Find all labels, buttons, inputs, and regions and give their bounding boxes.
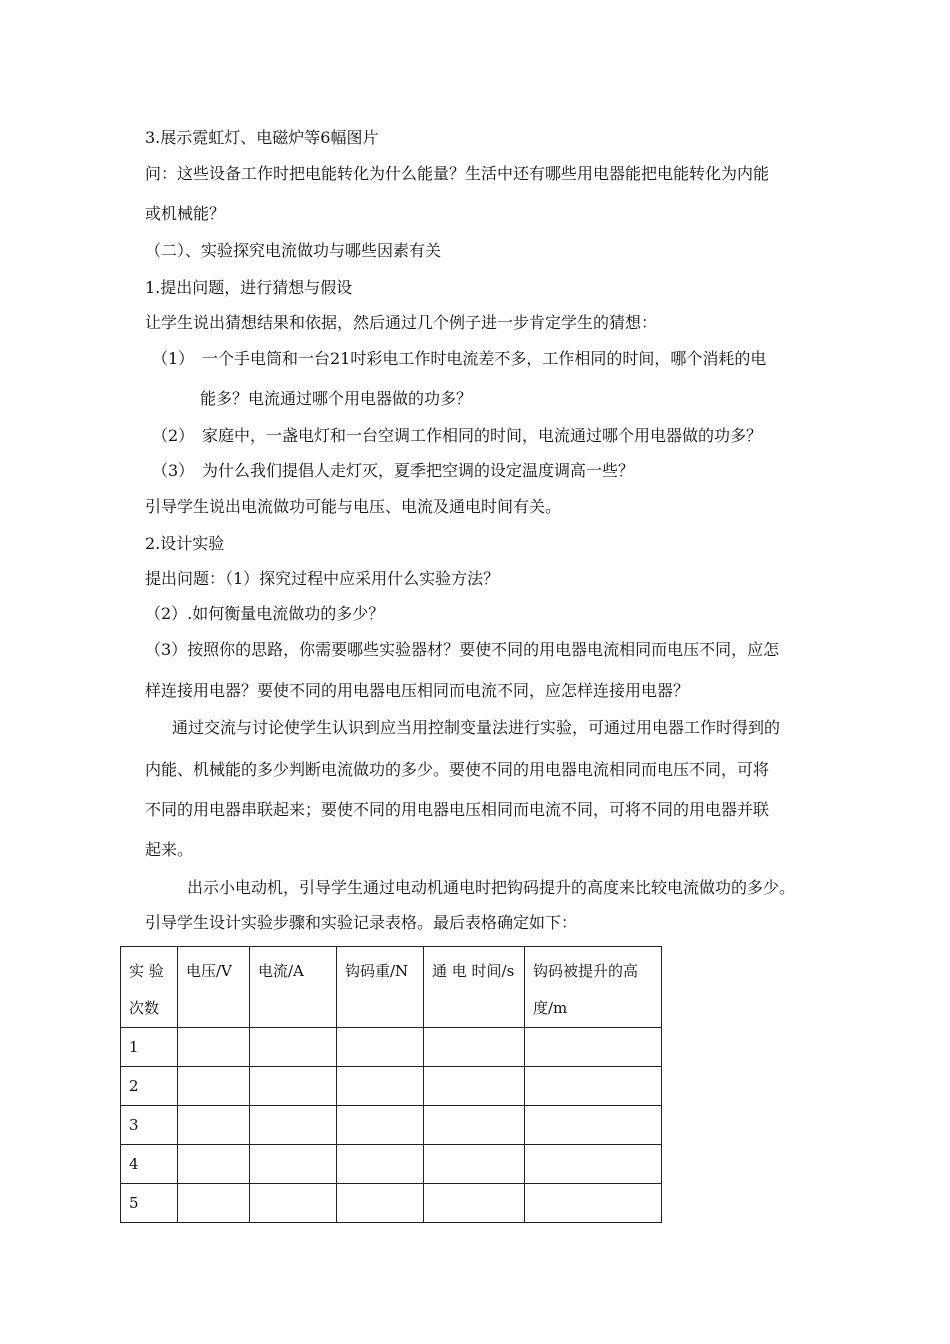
table-cell <box>337 1184 424 1223</box>
table-cell <box>178 1184 250 1223</box>
line-15: （3）按照你的思路，你需要哪些实验器材？要使不同的用电器电流相同而电压不同，应怎 <box>145 640 780 659</box>
row-number: 1 <box>121 1028 178 1067</box>
list-item-1-cont: 能多？电流通过哪个用电器做的功多？ <box>200 389 473 408</box>
line-5: 1.提出问题，进行猜想与假设 <box>145 278 353 297</box>
row-number: 3 <box>121 1106 178 1145</box>
table-cell <box>424 1184 525 1223</box>
table-cell <box>178 1067 250 1106</box>
table-header-cell: 电压/V <box>178 947 250 1028</box>
paragraph-2: 出示小电动机，引导学生通过电动机通电时把钩码提升的高度来比较电流做功的多少。 <box>187 878 796 897</box>
table-header-cell: 实 验次数 <box>121 947 178 1028</box>
list-item-2 <box>152 426 762 446</box>
table-cell <box>178 1145 250 1184</box>
table-row <box>121 1028 662 1067</box>
line-12: 2.设计实验 <box>145 534 225 553</box>
line-6: 让学生说出猜想结果和依据，然后通过几个例子进一步肯定学生的猜想： <box>145 313 658 332</box>
list-marker-2: （2） <box>152 426 195 445</box>
list-item-1 <box>152 349 766 369</box>
table-cell <box>250 1028 337 1067</box>
table-cell <box>178 1028 250 1067</box>
list-marker-1: （1） <box>152 349 195 368</box>
table-header-row <box>121 947 662 1028</box>
table-cell <box>424 1106 525 1145</box>
line-16: 样连接用电器？要使不同的用电器电压相同而电流不同，应怎样连接用电器？ <box>145 681 690 700</box>
table-cell <box>250 1184 337 1223</box>
table-cell <box>525 1106 662 1145</box>
table-cell <box>178 1106 250 1145</box>
line-11: 引导学生说出电流做功可能与电压、电流及通电时间有关。 <box>145 497 562 516</box>
line-3: 或机械能？ <box>145 204 226 223</box>
paragraph-1-line-4: 起来。 <box>145 840 194 859</box>
table-row <box>121 1106 662 1145</box>
list-text-1: 一个手电筒和一台21吋彩电工作时电流差不多，工作相同的时间，哪个消耗的电 <box>202 349 767 368</box>
table-cell <box>525 1028 662 1067</box>
table-header-cell: 通 电 时间/s <box>424 947 525 1028</box>
table-header-cell: 钩码被提升的高度/m <box>525 947 662 1028</box>
table-header-cell: 电流/A <box>250 947 337 1028</box>
list-text-2: 家庭中，一盏电灯和一台空调工作相同的时间，电流通过哪个用电器做的功多？ <box>202 426 763 445</box>
table-cell <box>337 1067 424 1106</box>
paragraph-1-line-2: 内能、机械能的多少判断电流做功的多少。要使不同的用电器电流相同而电压不同，可将 <box>145 760 770 779</box>
row-number: 4 <box>121 1145 178 1184</box>
line-13: 提出问题：（1）探究过程中应采用什么实验方法？ <box>145 569 500 588</box>
table-cell <box>337 1145 424 1184</box>
table-cell <box>525 1184 662 1223</box>
line-14: （2）.如何衡量电流做功的多少？ <box>145 604 385 623</box>
paragraph-1-line-3: 不同的用电器串联起来；要使不同的用电器电压相同而电流不同，可将不同的用电器并联 <box>145 800 770 819</box>
table-cell <box>250 1145 337 1184</box>
table-row <box>121 1184 662 1223</box>
list-marker-3: （3） <box>152 461 195 480</box>
paragraph-1-line-1: 通过交流与讨论使学生认识到应当用控制变量法进行实验，可通过用电器工作时得到的 <box>172 718 781 737</box>
table-cell <box>525 1067 662 1106</box>
table-cell <box>250 1106 337 1145</box>
record-table <box>120 946 662 1223</box>
table-cell <box>424 1145 525 1184</box>
table-cell <box>424 1028 525 1067</box>
row-number: 5 <box>121 1184 178 1223</box>
table-cell <box>525 1145 662 1184</box>
list-text-3: 为什么我们提倡人走灯灭，夏季把空调的设定温度调高一些？ <box>202 461 635 480</box>
row-number: 2 <box>121 1067 178 1106</box>
table-cell <box>250 1067 337 1106</box>
line-22: 引导学生设计实验步骤和实验记录表格。最后表格确定如下： <box>145 913 578 932</box>
table-row <box>121 1067 662 1106</box>
line-2: 问：这些设备工作时把电能转化为什么能量？生活中还有哪些用电器能把电能转化为内能 <box>145 164 770 183</box>
table-cell <box>424 1067 525 1106</box>
line-1: 3.展示霓虹灯、电磁炉等6幅图片 <box>145 128 379 147</box>
table-row <box>121 1145 662 1184</box>
list-item-3 <box>152 461 634 481</box>
section-heading: （二）、实验探究电流做功与哪些因素有关 <box>145 241 442 260</box>
table-cell <box>337 1106 424 1145</box>
table-header-cell: 钩码重/N <box>337 947 424 1028</box>
table-cell <box>337 1028 424 1067</box>
